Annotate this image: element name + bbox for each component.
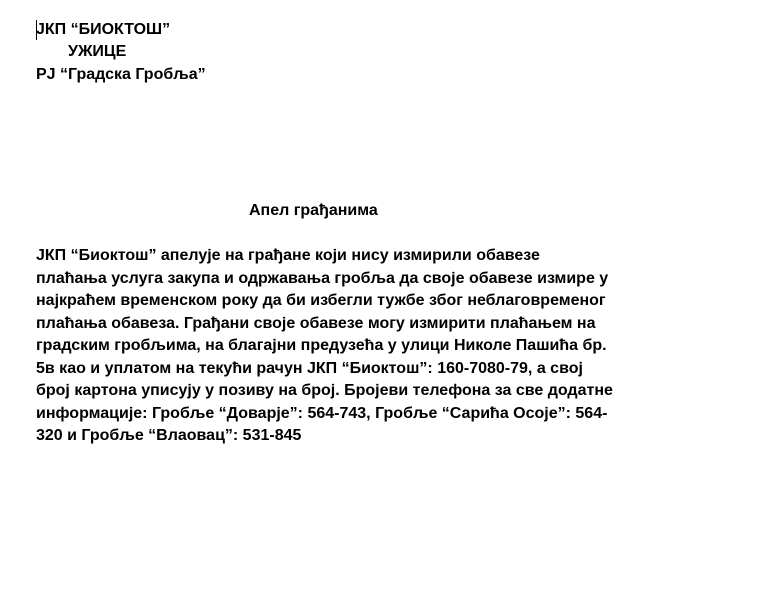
body-line: број картона уписују у позиву на број. Бројеви телефона за све додатне [36, 382, 613, 399]
org-unit: РЈ “Градска Гробља” [36, 66, 206, 83]
body-line: плаћања услуга закупа и одржавања гробља да своје обавезе измире у [36, 269, 609, 287]
body-line: градским гробљима, на благајни предузећа у улици Николе Пашића бр. [36, 337, 607, 354]
body-line: плаћања обавеза. Грађани своје обавезе могу измирити плаћањем на [36, 314, 596, 332]
appeal-body [36, 245, 716, 448]
document-title: Апел грађанима [249, 202, 378, 219]
org-name: ЈКП “БИОКТОШ” [36, 21, 171, 38]
org-city: УЖИЦЕ [68, 43, 127, 60]
body-line: 320 и Гробље “Влаовац”: 531-845 [36, 427, 302, 444]
body-line: ЈКП “Биоктош” апелује на грађане који нису измирили обавезе [36, 247, 540, 264]
body-line: 5в као и уплатом на текући рачун ЈКП “Биоктош”: 160-7080-79, а свој [36, 359, 583, 377]
body-line: информације: Гробље “Доварје”: 564-743, Гробље “Сарића Осоје”: 564- [36, 404, 608, 422]
body-line: најкраћем временском року да би избегли тужбе због неблаговременог [36, 292, 606, 309]
